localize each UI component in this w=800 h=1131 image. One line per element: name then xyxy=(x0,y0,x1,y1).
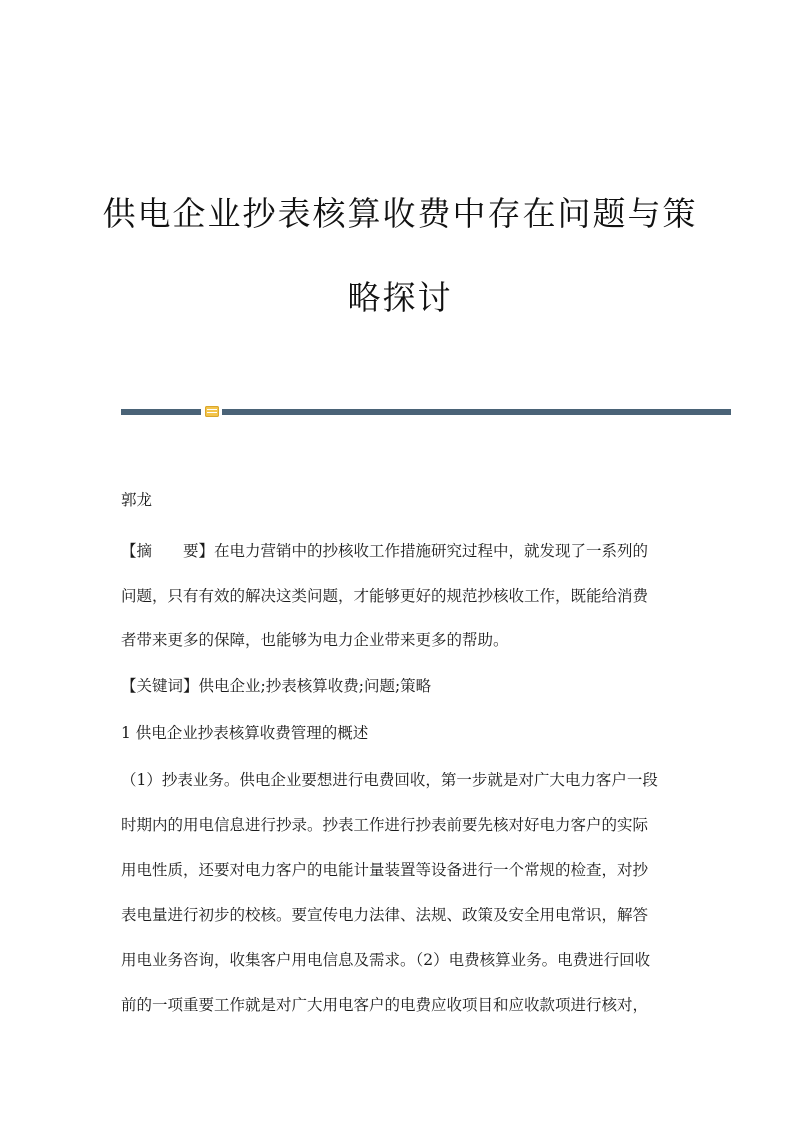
title-divider-right xyxy=(222,409,731,415)
abstract-label-open: 【摘 xyxy=(121,542,153,560)
keywords: 【关键词】供电企业;抄表核算收费;问题;策略 xyxy=(121,677,432,695)
paragraph-line-2: 时期内的用电信息进行抄录。抄表工作进行抄表前要先核对好电力客户的实际 xyxy=(121,816,649,834)
paragraph-line-6: 前的一项重要工作就是对广大用电客户的电费应收项目和应收款项进行核对， xyxy=(121,996,649,1014)
paragraph-line-5: 用电业务咨询，收集客户用电信息及需求。（2）电费核算业务。电费进行回收 xyxy=(121,951,651,969)
abstract-line-3: 者带来更多的保障，也能够为电力企业带来更多的帮助。 xyxy=(121,631,509,649)
document-title-line-1: 供电企业抄表核算收费中存在问题与策 xyxy=(102,194,698,233)
abstract-text-1: 在电力营销中的抄核收工作措施研究过程中，就发现了一系列的 xyxy=(214,542,649,560)
abstract-line-1 xyxy=(121,541,648,561)
author-name: 郭龙 xyxy=(121,491,153,509)
document-title-line-2: 略探讨 xyxy=(347,278,453,317)
paragraph-line-4: 表电量进行初步的校核。要宣传电力法律、法规、政策及安全用电常识，解答 xyxy=(121,906,649,924)
paragraph-line-1: （1）抄表业务。供电企业要想进行电费回收，第一步就是对广大电力客户一段 xyxy=(121,771,658,789)
abstract-label xyxy=(121,542,214,560)
document-badge-icon xyxy=(205,406,219,417)
title-divider-left xyxy=(121,409,201,415)
abstract-label-close: 要】 xyxy=(183,542,215,560)
paragraph-line-3: 用电性质，还要对电力客户的电能计量装置等设备进行一个常规的检查，对抄 xyxy=(121,861,649,879)
section-heading: 1 供电企业抄表核算收费管理的概述 xyxy=(121,724,369,742)
abstract-line-2: 问题，只有有效的解决这类问题，才能够更好的规范抄核收工作，既能给消费 xyxy=(121,587,649,605)
